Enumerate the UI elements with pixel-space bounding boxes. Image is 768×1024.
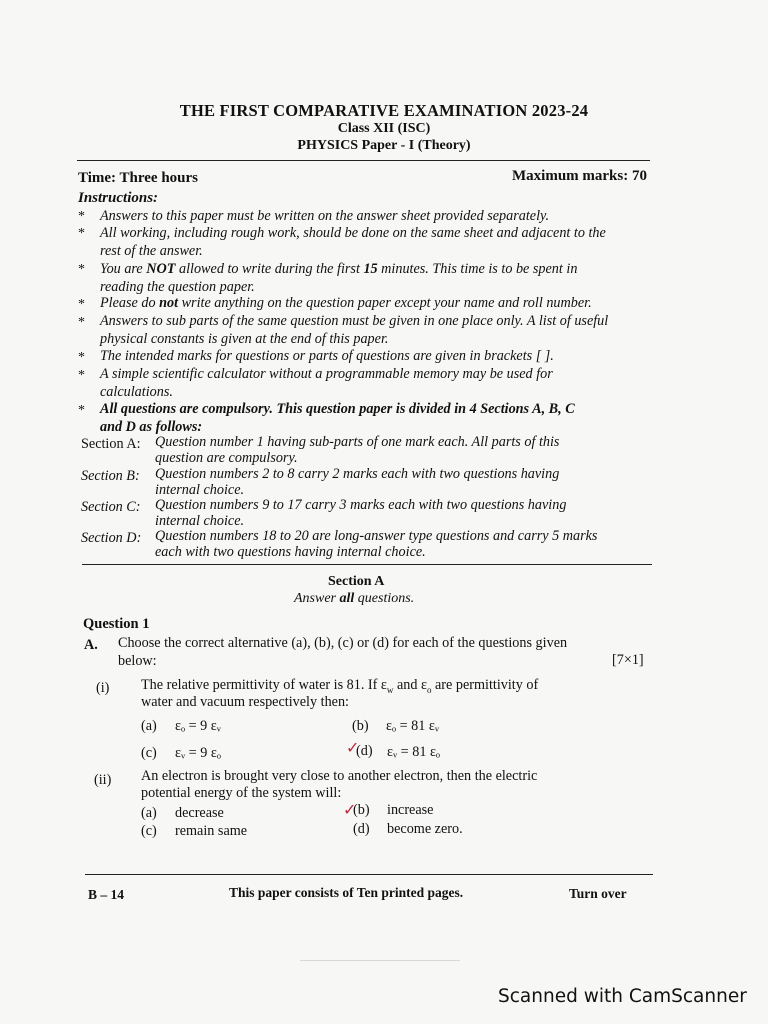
section-b-label: Section B:	[81, 468, 140, 484]
instruction-2a: All working, including rough work, should be done on the same sheet and adjacent to the	[100, 225, 606, 241]
instruction-7a: A simple scientific calculator without a programmable memory may be used for	[100, 366, 553, 382]
subq-ii-line2: potential energy of the system will:	[141, 785, 342, 801]
subq-ii-number: (ii)	[94, 772, 112, 788]
max-marks: Maximum marks: 70	[512, 168, 647, 184]
section-a-title: Section A	[328, 574, 385, 589]
part-a-line1: Choose the correct alternative (a), (b), (c) or (d) for each of the questions given	[118, 635, 568, 651]
subq-i-line1: The relative permittivity of water is 81. If $\varepsilon_w$ and $\varepsilon_o$ are permittivity of	[141, 677, 539, 695]
option-d-text: εᵥ = 81 εₒ	[387, 744, 441, 760]
option-c-text: εᵥ = 9 εₒ	[175, 745, 221, 761]
section-a-label: Section A:	[81, 436, 141, 452]
class-label: Class XII (ISC)	[337, 121, 431, 136]
option-label: (d)	[353, 821, 370, 837]
checkmark-icon: ✓	[343, 800, 357, 819]
subq-ii-line1: An electron is brought very close to another electron, then the electric	[141, 768, 538, 784]
bullet: *	[78, 297, 85, 312]
camscanner-watermark: Scanned with CamScanner	[498, 986, 747, 1007]
option-label: (a)	[141, 718, 157, 734]
instruction-6: The intended marks for questions or parts of questions are given in brackets [ ].	[100, 348, 554, 364]
subq-i-line2: water and vacuum respectively then:	[141, 694, 349, 710]
page-code: B – 14	[88, 887, 125, 902]
instruction-8a: All questions are compulsory. This question paper is divided in 4 Sections A, B, C	[100, 401, 575, 417]
option-label: (d)	[356, 743, 373, 759]
checkmark-icon: ✓	[346, 738, 360, 757]
bullet: *	[78, 226, 85, 241]
option-a-text: εₒ = 9 εᵥ	[175, 718, 221, 734]
section-d-desc2: each with two questions having internal choice.	[155, 544, 426, 560]
section-b-desc1: Question numbers 2 to 8 carry 2 marks each with two questions having	[155, 466, 560, 482]
instruction-1: Answers to this paper must be written on the answer sheet provided separately.	[100, 208, 550, 224]
instruction-4: Please do not write anything on the question paper except your name and roll number.	[100, 295, 592, 311]
option-b-text: increase	[387, 802, 434, 818]
section-c-desc2: internal choice.	[155, 513, 245, 529]
question-1-title: Question 1	[83, 616, 150, 632]
instruction-5b: physical constants is given at the end of this paper.	[100, 331, 389, 347]
paper-label: PHYSICS Paper - I (Theory)	[297, 138, 471, 153]
instruction-8b: and D as follows:	[100, 419, 203, 435]
divider	[77, 160, 650, 161]
section-d-desc1: Question numbers 18 to 20 are long-answer type questions and carry 5 marks	[155, 528, 598, 544]
bullet: *	[78, 403, 85, 418]
pages-note: This paper consists of Ten printed pages.	[229, 885, 464, 900]
marks-bracket: [7×1]	[612, 652, 644, 668]
section-c-desc1: Question numbers 9 to 17 carry 3 marks each with two questions having	[155, 497, 567, 513]
part-a-label: A.	[84, 637, 98, 653]
option-c-text: remain same	[175, 823, 248, 839]
option-b-text: εₒ = 81 εᵥ	[386, 718, 440, 734]
section-a-desc1: Question number 1 having sub-parts of one mark each. All parts of this	[155, 434, 560, 450]
instruction-3b: reading the question paper.	[100, 279, 255, 295]
instruction-7b: calculations.	[100, 384, 173, 400]
section-c-label: Section C:	[81, 499, 141, 515]
bullet: *	[78, 350, 85, 365]
option-d-text: become zero.	[387, 821, 463, 837]
section-a-subtitle: Answer all questions.	[294, 591, 415, 606]
instruction-3a: You are NOT allowed to write during the first 15 minutes. This time is to be spent in	[100, 261, 578, 277]
instruction-2b: rest of the answer.	[100, 243, 203, 259]
option-label: (c)	[141, 745, 157, 761]
bullet: *	[78, 209, 85, 224]
option-a-text: decrease	[175, 805, 224, 821]
turn-over: Turn over	[569, 886, 627, 901]
divider	[85, 874, 653, 875]
section-d-label: Section D:	[81, 530, 142, 546]
bullet: *	[78, 262, 85, 277]
bullet: *	[78, 315, 85, 330]
bullet: *	[78, 368, 85, 383]
instruction-5a: Answers to sub parts of the same question must be given in one place only. A list of useful	[100, 313, 609, 329]
section-b-desc2: internal choice.	[155, 482, 245, 498]
instructions-heading: Instructions:	[78, 190, 159, 206]
section-a-desc2: question are compulsory.	[155, 450, 298, 466]
divider	[300, 960, 460, 961]
option-label: (a)	[141, 805, 157, 821]
time-label: Time: Three hours	[78, 170, 199, 186]
option-label: (b)	[353, 802, 370, 818]
exam-title: THE FIRST COMPARATIVE EXAMINATION 2023-24	[179, 101, 589, 120]
subq-i-number: (i)	[96, 680, 110, 696]
option-label: (b)	[352, 718, 369, 734]
divider	[82, 564, 652, 565]
option-label: (c)	[141, 823, 157, 839]
part-a-line2: below:	[118, 653, 157, 669]
